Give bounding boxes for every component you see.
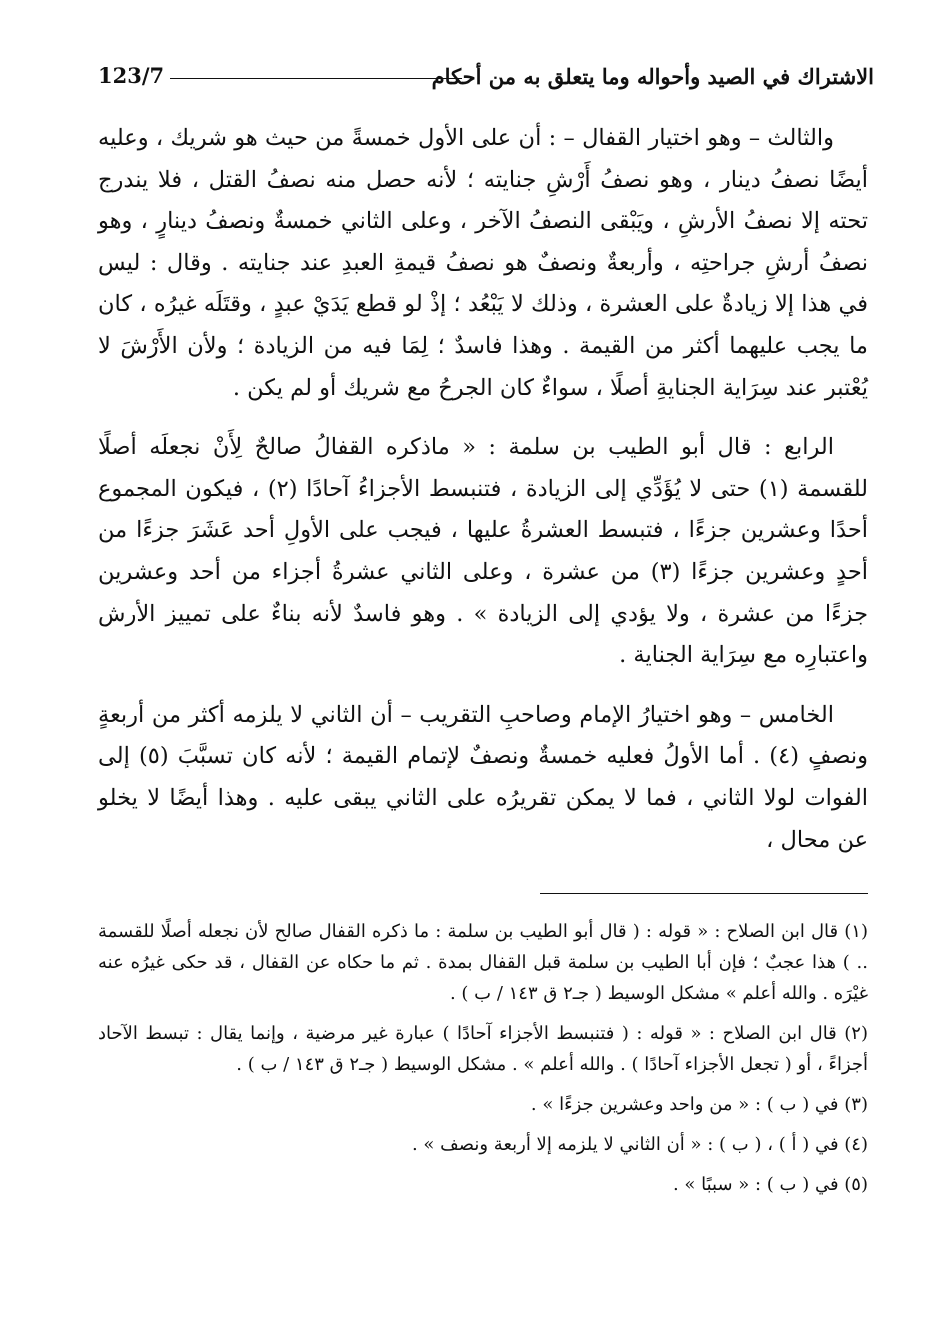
main-text [98,118,868,879]
footnote-2: (٢) قال ابن الصلاح : « قوله : ( فتنبسط الأجزاء آحادًا ) عبارة غير مرضية ، وإنما يقال : تبسط الآحاد أجزاءً ، أو ( تجعل الأجزاء آحادًا ) . والله أعلم » . مشكل الوسيط ( جـ٢ ق ١٤٣ / ب ) . [98,1023,868,1075]
paragraph-fourth-opinion: الرابع : قال أبو الطيب بن سلمة : « ماذكره القفالُ صالحٌ لِأَنْ نجعلَه أصلًا للقسمة (١) حتى لا يُؤَدِّي إلى الزيادة ، فتنبسط الأجزاءُ آحادًا (٢) ، فيكون المجموع أحدًا وعشرين جزءًا ، فتبسط العشرةُ عليها ، فيجب على الأولِ أحد عَشَرَ جزءًا من أحدٍ وعشرين جزءًا (٣) من عشرة ، وعلى الثاني عشرةُ أجزاء من أحد وعشرين جزءًا من عشرة ، ولا يؤدي إلى الزيادة » . وهو فاسدٌ لأنه بناءٌ على تمييز الأرش واعتبارِه مع سِرَاية الجناية . [98,434,869,669]
footnote-4: (٤) في ( أ ) ، ( ب ) : « أن الثاني لا يلزمه إلا أربعة ونصف » . [411,1134,868,1155]
chapter-title: الاشتراك في الصيد وأحواله وما يتعلق به من أحكام [431,64,874,89]
footnote-1: (١) قال ابن الصلاح : « قوله : ( قال أبو الطيب بن سلمة : ما ذكره القفال صالح لأن نجعله أصلًا للقسمة .. ) هذا عجبٌ ؛ فإن أبا الطيب بن سلمة قبل القفال بمدة . ثم ما حكاه عن القفال ، قد حكى غيرُه عنه غيْرَه . والله أعلم » مشكل الوسيط ( جـ٢ ق ١٤٣ / ب ) . [98,921,868,1004]
paragraph-fifth-opinion: الخامس – وهو اختيارُ الإمام وصاحبِ التقريب – أن الثاني لا يلزمه أكثر من أربعةٍ ونصفٍ (٤) . أما الأولُ فعليه خمسةٌ ونصفٌ لإتمام القيمة ؛ لأنه كان تسبَّبَ (٥) إلى الفوات لولا الثاني ، فما لا يمكن تقريرُه على الثاني يبقى عليه . وهذا أيضًا لا يخلو عن محال ، [98,701,868,853]
running-header [98,58,874,98]
paragraph-third-opinion: والثالث – وهو اختيار القفال – : أن على الأول خمسةً من حيث هو شريك ، وعليه أيضًا نصفُ دينار ، وهو نصفُ أَرْشِ جنايته ؛ لأنه حصل منه نصفُ القتل ، فلا يندرج تحته إلا نصفُ الأرشِ ، ويَبْقى النصفُ الآخر ، وعلى الثاني خمسةٌ ونصفُ دينارٍ ، وهو نصفُ أرشِ جراحتِه ، وأربعةٌ ونصفٌ هو نصفُ قيمةِ العبدِ عند جنايته . وقال : ليس في هذا إلا زيادةٌ على العشرة ، وذلك لا يَبْعُد ؛ إذْ لو قطع يَدَيْ عبدٍ ، وقتَلَه غيرُه ، كان ما يجب عليهما أكثر من القيمة . وهذا فاسدٌ ؛ لِمَا فيه من الزيادة ؛ ولأن الأَرْشَ لا يُعْتبر عند سِرَاية الجنايةِ أصلًا ، سواءٌ كان الجرحُ مع شريك أو لم يكن . [98,125,868,401]
footnotes [98,916,868,1209]
header-rule [170,78,462,79]
page-number: 123/7 [98,63,165,88]
footnote-separator [540,893,868,894]
footnote-3: (٣) في ( ب ) : « من واحد وعشرين جزءًا » . [530,1094,868,1115]
footnote-5: (٥) في ( ب ) : « سببًا » . [672,1174,868,1195]
